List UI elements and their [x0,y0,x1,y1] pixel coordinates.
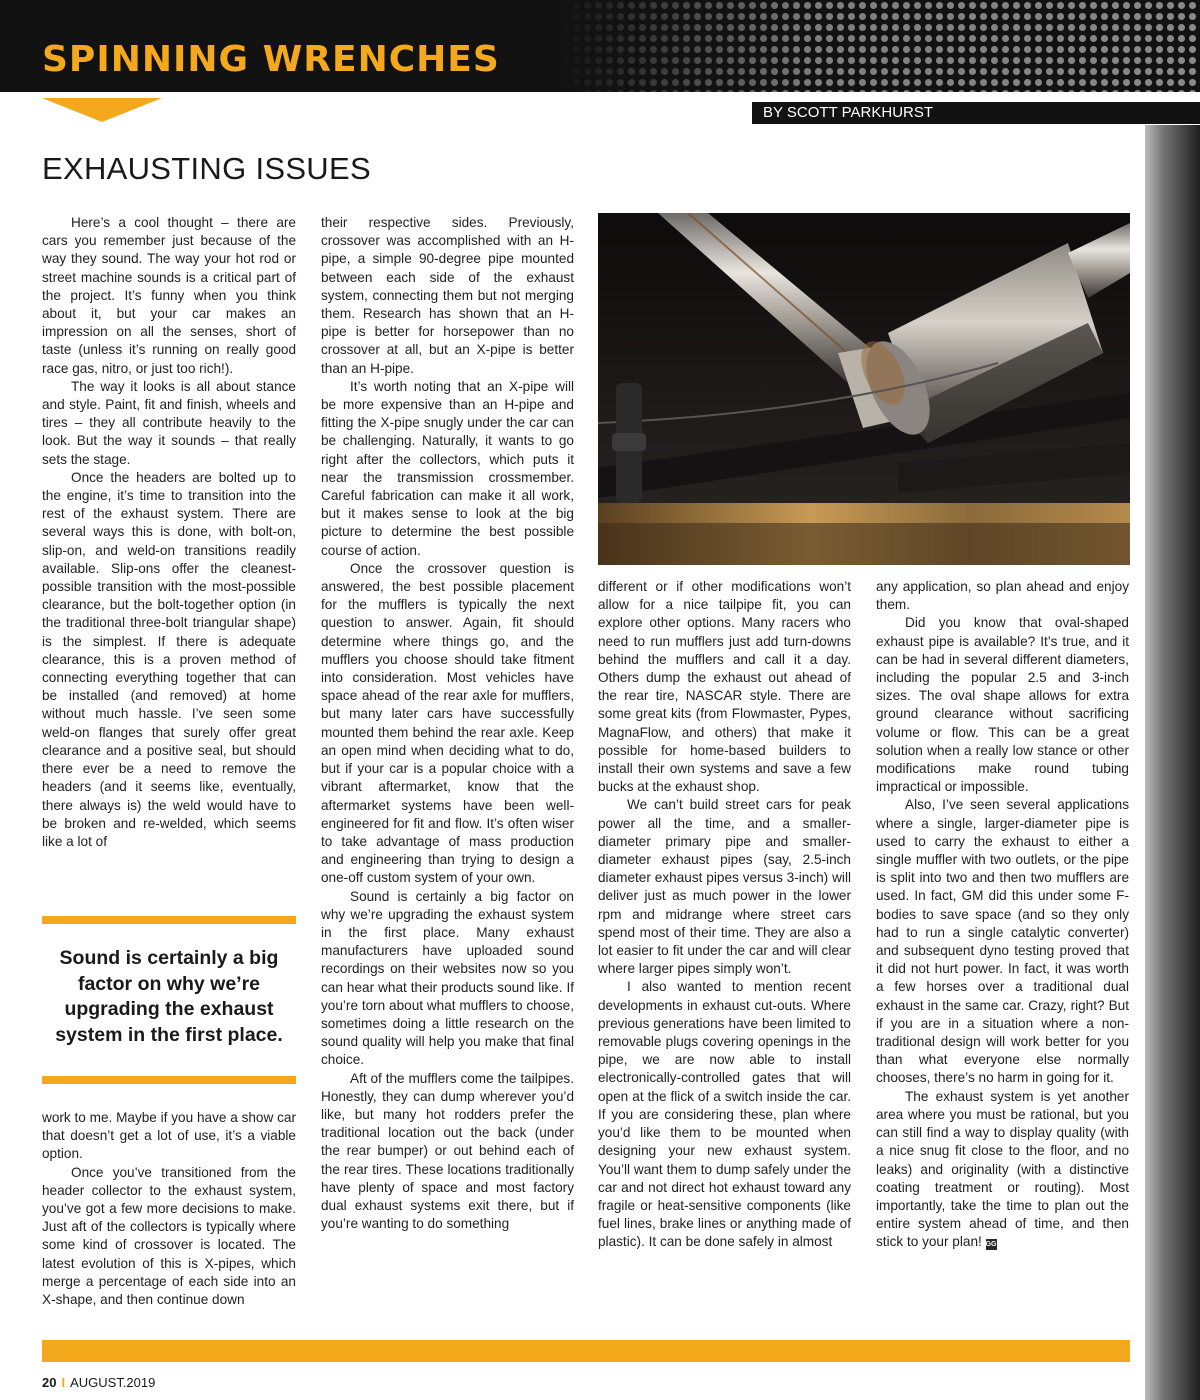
byline: BY SCOTT PARKHURST [763,104,934,121]
paragraph: their respective sides. Previously, crossover was accomplished with an H-pipe, a simple 90-degree pipe mounted between each side of the exhaust system, connecting them but not merging them. Research has shown that an H-pipe is better for horsepower than no crossover at all, but an X-pipe is better than an H-pipe. [321,215,574,376]
paragraph [876,1088,1129,1252]
paragraph: Once the headers are bolted up to the engine, it’s time to transition into the rest of the exhaust system. There are several ways this is done, with bolt-on, slip-on, and weld-on transitions readily available. Slip-ons offer the cleanest-possible transition with the most-possible clearance, but the bolt-together option (in the traditional three-bolt triangular shape) is the simplest. If there is adequate clearance, this is a proven method of connecting everything together that can be installed (and removed) at home without much hassle. I’ve seen some weld-on flanges that surely offer great clearance and a positive seal, but should there ever be a need to remove the headers (and it seems like, eventually, there always is) the weld would have to be broken and re-welded, which seems like a lot of [42,469,296,849]
column-1-bottom [42,1109,296,1309]
paragraph: Once you’ve transitioned from the header collector to the exhaust system, you’ve got a few more decisions to make. Just aft of the collectors is typically where some kind of crossover is located. The latest evolution of this is X-pipes, which merge a percentage of each side into an X-shape, and then continue down [42,1164,296,1308]
column-4 [876,578,1129,1252]
paragraph: work to me. Maybe if you have a show car that doesn’t get a lot of use, it’s a viable option. [42,1110,296,1162]
column-1-top [42,214,296,851]
article-headline: EXHAUSTING ISSUES [42,151,371,186]
section-title: SPINNING WRENCHES [42,39,500,80]
column-3 [598,578,851,1252]
pull-quote-rule-bottom [42,1076,296,1084]
paragraph: I also wanted to mention recent developments in exhaust cut-outs. Where previous generations have been limited to removable plugs covering openings in the pipe, we are now able to install electronically-controlled gates that will open at the flick of a switch inside the car. If you are considering these, plan where you’d like them to be mounted when designing your new exhaust system. You’ll want them to dump safely under the car and not direct hot exhaust toward any fragile or heat-sensitive components (like fuel lines, brake lines or anything made of plastic). It can be done safely in almost [598,979,851,1250]
paragraph-text: The exhaust system is yet another area where you must be rational, but you can still find a way to display quality (with a nice snug fit close to the floor, and no leaks) and originality (with a distinctive coating treatment or routing). Most importantly, take the time to plan out the entire system ahead of time, and then stick to your plan! [876,1088,1129,1250]
chevron-down-icon [42,98,162,122]
halftone-pattern [560,0,1200,92]
paragraph: Once the crossover question is answered, the best possible placement for the mufflers is typically the next question to answer. Again, fit should determine where things go, and the mufflers you choose should take fitment into consideration. Most vehicles have space ahead of the rear axle for mufflers, but many later cars have successfully mounted them behind the rear axle. Keep an open mind when deciding what to do, but if your car is a popular choice with a vibrant aftermarket, know that the aftermarket systems have been well-engineered for fit and flow. It’s often wiser to take advantage of mass production and engineering than trying to design a one-off custom system of your own. [321,560,574,886]
paragraph: Also, I’ve seen several applications where a single, larger-diameter pipe is used to carry the exhaust to either a single muffler with two outlets, or the pipe is split into two and then two mufflers are used. In fact, GM did this under some F-bodies to save space (and so they only had to run a single catalytic converter) and subsequent dyno testing proved that it did not hurt power. In fact, it was worth a few horses over a traditional dual exhaust in the same car. Crazy, right? But if you are in a situation where a non-traditional design will work better for you than what everyone else normally chooses, there’s no harm in going for it. [876,797,1129,1086]
page-number: 20 [42,1375,57,1390]
column-2 [321,214,574,1233]
end-mark-icon: GG [985,1241,997,1249]
exhaust-muffler-illustration [598,213,1130,565]
folio-separator: I [61,1375,66,1390]
issue-date: AUGUST.2019 [70,1375,156,1390]
pull-quote: Sound is certainly a big factor on why we’re upgrading the exhaust system in the first place. [55,947,283,1046]
paragraph: Sound is certainly a big factor on why we’re upgrading the exhaust system in the first place. Many exhaust manufacturers have uploaded sound recordings on their websites now so you can hear what their products sound like. If you’re torn about what mufflers to choose, sometimes doing a little research on the sound quality will help you make that final choice. [321,888,574,1068]
paragraph: Did you know that oval-shaped exhaust pipe is available? It’s true, and it can be had in several different diameters, including the popular 2.5 and 3-inch sizes. The oval shape allows for extra ground clearance without sacrificing volume or flow. This can be a great solution when a really low stance or other modifications make round tubing impractical or impossible. [876,615,1129,795]
paragraph: The way it looks is all about stance and style. Paint, fit and finish, wheels and tires – they all contribute heavily to the look. But the way it sounds – that really sets the stage. [42,378,296,467]
page-edge-shadow [1145,125,1200,1400]
exhaust-photo [598,213,1130,565]
paragraph: It’s worth noting that an X-pipe will be more expensive than an H-pipe and fitting the X-pipe snugly under the car can be challenging. Naturally, it wants to go right after the collectors, which puts it near the transmission crossmember. Careful fabrication can make it all work, but it makes sense to look at the big picture to determine the best possible course of action. [321,378,574,558]
paragraph: different or if other modifications won’t allow for a nice tailpipe fit, you can explore other options. Many racers who need to run mufflers just add turn-downs behind the mufflers and call it a day. Others dump the exhaust out ahead of the rear tire, NASCAR style. There are some great kits (from Flowmaster, Pypes, MagnaFlow, and others) that make it possible for home-based builders to install their own systems and save a few bucks at the exhaust shop. [598,579,851,795]
paragraph: We can’t build street cars for peak power all the time, and a smaller-diameter primary pipe and smaller-diameter exhaust pipes (say, 2.5-inch diameter exhaust pipes versus 3-inch) will deliver just as much power in the lower rpm and midrange where street cars spend most of their time. They are also a lot easier to fit under the car and will clear where larger pipes simply won’t. [598,797,851,977]
paragraph: Aft of the mufflers come the tailpipes. Honestly, they can dump wherever you’d like, but many hot rodders prefer the traditional location out the back (under the rear bumper) or out behind each of the rear tires. These locations traditionally have plenty of space and most factory dual exhaust systems exit there, but if you’re wanting to do something [321,1070,574,1232]
pull-quote-rule-top [42,916,296,924]
footer-rule [42,1340,1130,1362]
paragraph: Here’s a cool thought – there are cars you remember just because of the way they sound. The way your hot rod or street machine sounds is a critical part of the project. It’s funny when you think about it, but your car makes an impression on all the senses, short of taste (unless it’s running on really good race gas, nitro, or just too rich!). [42,215,296,376]
folio [42,1375,155,1391]
paragraph: any application, so plan ahead and enjoy them. [876,579,1129,613]
